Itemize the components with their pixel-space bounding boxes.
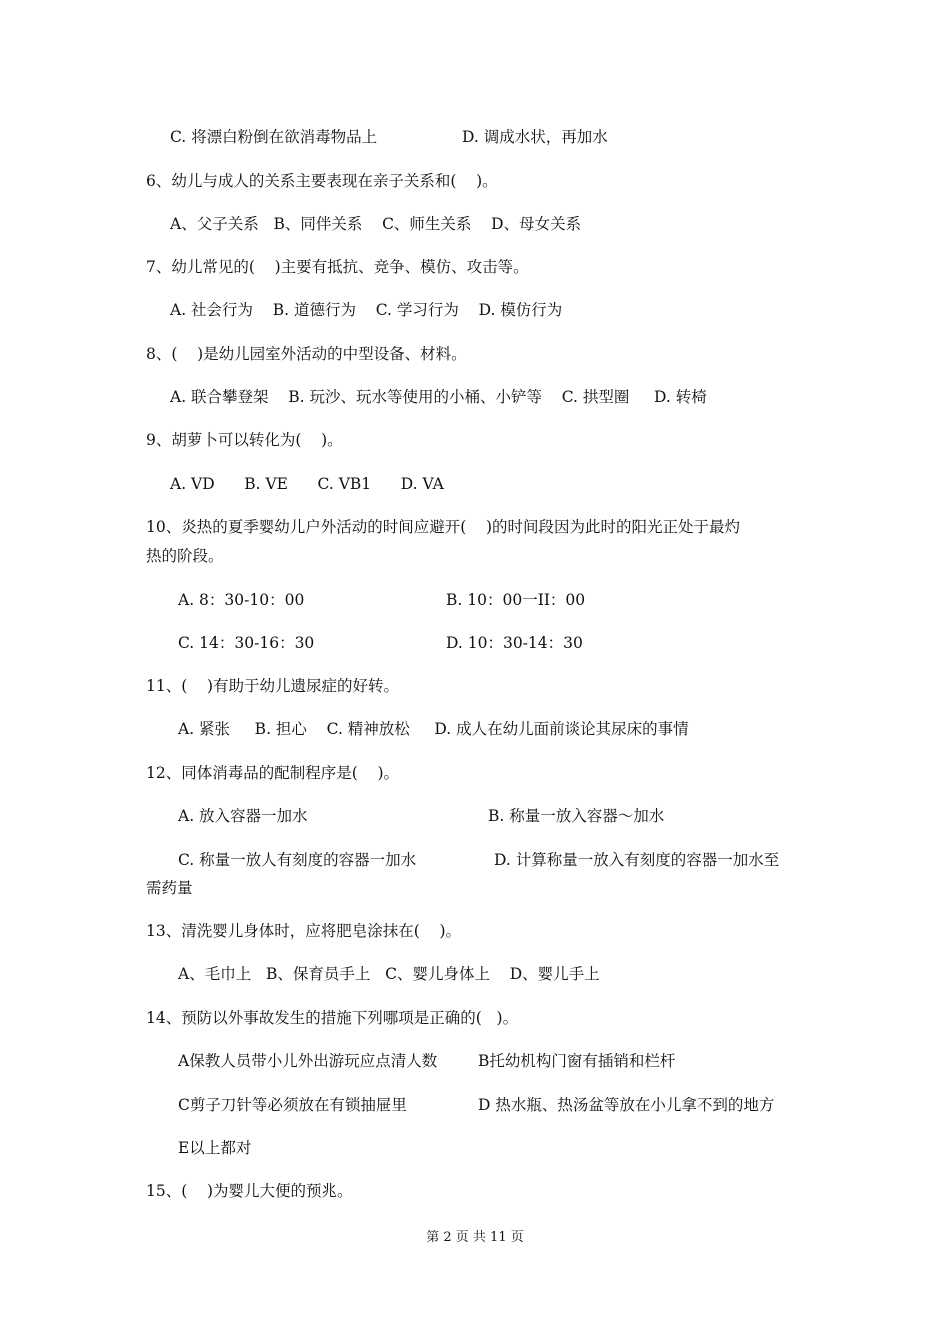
q11-stem: 11、( )有助于幼儿遗尿症的好转。 xyxy=(146,677,400,695)
q8-options: A. 联合攀登架 B. 玩沙、玩水等使用的小桶、小铲等 C. 拱型圈 D. 转椅 xyxy=(170,388,707,406)
q10-stem-line1: 10、炎热的夏季婴幼儿户外活动的时间应避开( )的时间段因为此时的阳光正处于最灼 xyxy=(146,518,741,536)
q12-stem: 12、同体消毒品的配制程序是( )。 xyxy=(146,764,400,782)
q13-options: A、毛巾上 B、保育员手上 C、婴儿身体上 D、婴儿手上 xyxy=(178,965,600,983)
q14-option-a: A保教人员带小儿外出游玩应点清人数 xyxy=(178,1052,438,1070)
q12-option-b: B. 称量一放入容器～加水 xyxy=(488,807,665,825)
q12-option-c: C. 称量一放人有刻度的容器一加水 xyxy=(178,851,417,869)
q13-stem: 13、清洗婴儿身体时，应将肥皂涂抹在( )。 xyxy=(146,922,462,940)
q11-options: A. 紧张 B. 担心 C. 精神放松 D. 成人在幼儿面前谈论其尿床的事情 xyxy=(178,720,689,738)
q10-option-c: C. 14：30-16：30 xyxy=(178,634,315,652)
q12-option-d: D. 计算称量一放入有刻度的容器一加水至 xyxy=(494,851,780,869)
q10-option-d: D. 10：30-14：30 xyxy=(446,634,583,652)
q9-stem: 9、胡萝卜可以转化为( )。 xyxy=(146,431,343,449)
q10-stem-line2: 热的阶段。 xyxy=(146,547,224,565)
q6-options: A、父子关系 B、同伴关系 C、师生关系 D、母女关系 xyxy=(170,215,582,233)
q14-option-c: C剪子刀针等必须放在有锁抽屉里 xyxy=(178,1096,407,1114)
q5-option-d: D. 调成水状，再加水 xyxy=(462,128,608,146)
q7-stem: 7、幼儿常见的( )主要有抵抗、竞争、模仿、攻击等。 xyxy=(146,258,529,276)
q12-option-a: A. 放入容器一加水 xyxy=(178,807,308,825)
q14-option-b: B托幼机构门窗有插销和栏杆 xyxy=(478,1052,676,1070)
q15-stem: 15、( )为婴儿大便的预兆。 xyxy=(146,1182,353,1200)
page-number-footer: 第 2 页 共 11 页 xyxy=(426,1230,524,1245)
q12-option-d-continuation: 需药量 xyxy=(146,879,193,897)
q6-stem: 6、幼儿与成人的关系主要表现在亲子关系和( )。 xyxy=(146,172,498,190)
q14-option-e: E以上都对 xyxy=(178,1139,252,1157)
q8-stem: 8、( )是幼儿园室外活动的中型设备、材料。 xyxy=(146,345,467,363)
q5-option-c: C. 将漂白粉倒在欲消毒物品上 xyxy=(170,128,378,146)
q14-option-d: D 热水瓶、热汤盆等放在小儿拿不到的地方 xyxy=(478,1096,775,1114)
q9-options: A. VD B. VE C. VB1 D. VA xyxy=(170,475,444,493)
q7-options: A. 社会行为 B. 道德行为 C. 学习行为 D. 模仿行为 xyxy=(170,301,563,319)
q10-option-b: B. 10：00一II：00 xyxy=(446,591,586,609)
q14-stem: 14、预防以外事故发生的措施下列哪项是正确的( )。 xyxy=(146,1009,519,1027)
q10-option-a: A. 8：30-10：00 xyxy=(178,591,305,609)
